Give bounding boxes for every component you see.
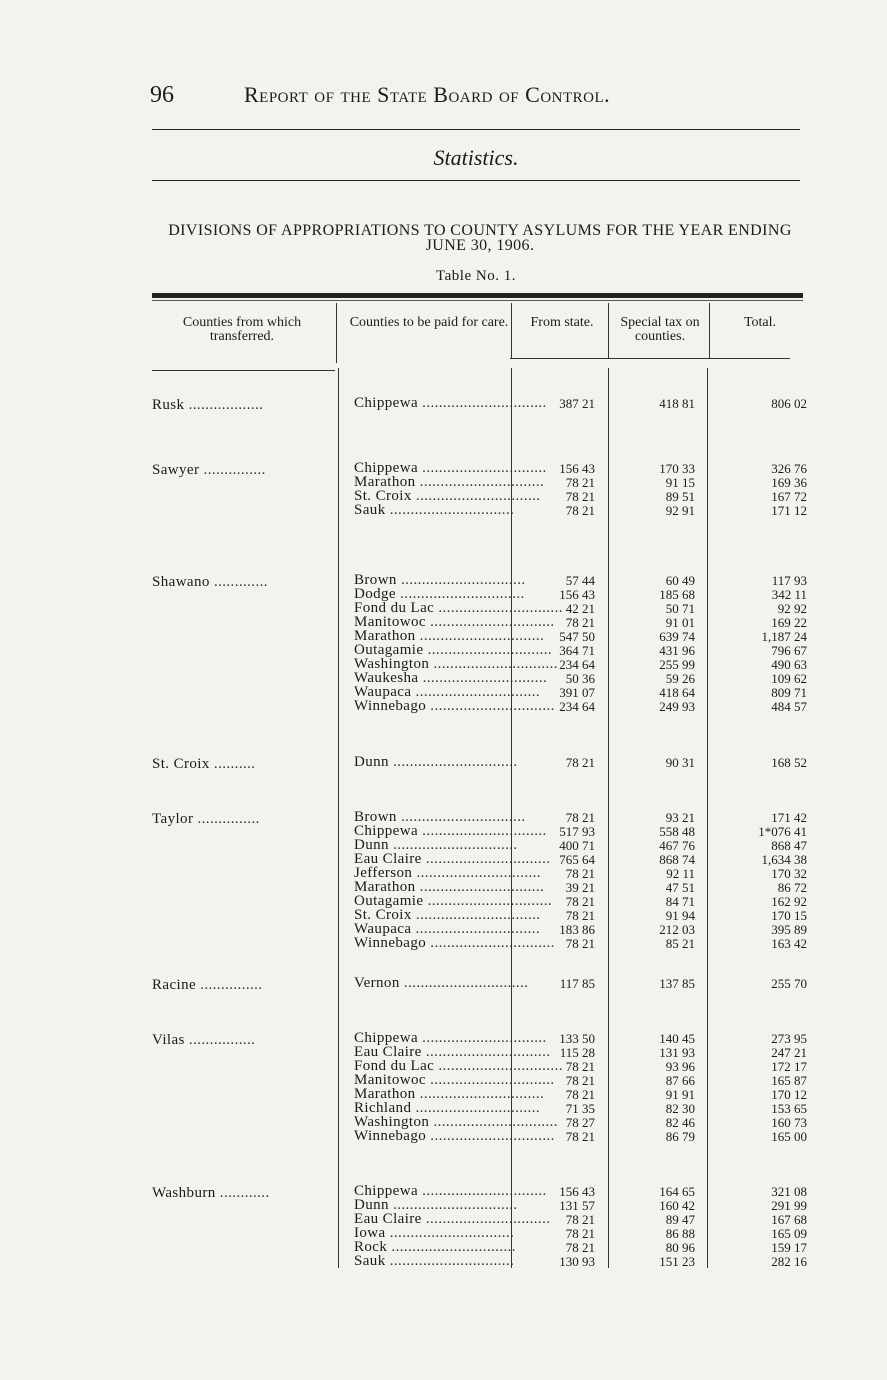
section-title: Statistics. bbox=[433, 145, 519, 170]
county-name: Eau Claire bbox=[354, 851, 422, 867]
table-row-county bbox=[354, 1253, 515, 1269]
from-state-value: 400 71 bbox=[559, 838, 595, 853]
from-state-value: 156 43 bbox=[559, 461, 595, 476]
special-tax-value: 47 51 bbox=[665, 880, 695, 895]
special-tax-value: 82 46 bbox=[665, 1115, 695, 1130]
header-divider bbox=[608, 303, 609, 358]
from-state-value: 234 64 bbox=[559, 699, 595, 714]
from-state-value: 78 21 bbox=[565, 1073, 595, 1088]
from-state-value: 156 43 bbox=[559, 587, 595, 602]
county-name: Fond du Lac bbox=[354, 1058, 435, 1074]
from-state-value: 78 21 bbox=[565, 1129, 595, 1144]
from-state-value: 42 21 bbox=[565, 601, 595, 616]
from-state-value: 78 21 bbox=[565, 936, 595, 951]
total-value: 170 15 bbox=[771, 908, 807, 923]
total-value: 273 95 bbox=[771, 1031, 807, 1046]
county-name: Brown bbox=[354, 572, 397, 588]
table-row-county bbox=[354, 488, 541, 504]
group-from-county: Vilas ................ bbox=[152, 1032, 256, 1048]
table-row-county bbox=[354, 502, 515, 518]
from-state-value: 115 28 bbox=[559, 1045, 595, 1060]
special-tax-value: 131 93 bbox=[659, 1045, 695, 1060]
county-name: Fond du Lac bbox=[354, 600, 435, 616]
special-tax-value: 160 42 bbox=[659, 1198, 695, 1213]
from-state-value: 156 43 bbox=[559, 1184, 595, 1199]
total-value: 153 65 bbox=[771, 1101, 807, 1116]
county-name: Marathon bbox=[354, 1086, 416, 1102]
table-row-county bbox=[354, 921, 541, 937]
from-state-value: 78 21 bbox=[565, 1240, 595, 1255]
county-name: Manitowoc bbox=[354, 1072, 426, 1088]
from-state-value: 39 21 bbox=[565, 880, 595, 895]
from-state-value: 364 71 bbox=[559, 643, 595, 658]
header-bottom-rule bbox=[510, 358, 790, 359]
leader-dots: .............................. bbox=[411, 921, 541, 937]
special-tax-value: 89 51 bbox=[665, 489, 695, 504]
from-state-value: 78 21 bbox=[565, 615, 595, 630]
group-from-county: Washburn ............ bbox=[152, 1185, 270, 1201]
table-row-county bbox=[354, 628, 545, 644]
total-value: 92 92 bbox=[777, 601, 807, 616]
from-state-value: 78 21 bbox=[565, 894, 595, 909]
leader-dots: ............. bbox=[209, 574, 268, 590]
running-title: Report of the State Board of Control. bbox=[244, 82, 611, 107]
leader-dots: .............................. bbox=[429, 1114, 558, 1130]
special-tax-value: 50 71 bbox=[665, 601, 695, 616]
total-value: 169 36 bbox=[771, 475, 807, 490]
county-name: Iowa bbox=[354, 1225, 386, 1241]
total-value: 165 00 bbox=[771, 1129, 807, 1144]
county-name: Chippewa bbox=[354, 1183, 419, 1199]
special-tax-value: 85 21 bbox=[665, 936, 695, 951]
total-value: 868 47 bbox=[771, 838, 807, 853]
table-row-county bbox=[354, 1058, 563, 1074]
table-row-county bbox=[354, 754, 518, 770]
from-state-value: 765 64 bbox=[559, 852, 595, 867]
from-state-value: 78 21 bbox=[565, 810, 595, 825]
county-name: Sauk bbox=[354, 502, 386, 518]
table-top-rule bbox=[152, 293, 803, 298]
leader-dots: ............... bbox=[196, 977, 263, 993]
leader-dots: ............... bbox=[193, 811, 260, 827]
total-value: 796 67 bbox=[771, 643, 807, 658]
special-tax-value: 431 96 bbox=[659, 643, 695, 658]
leader-dots: ................ bbox=[184, 1032, 256, 1048]
county-name: Winnebago bbox=[354, 698, 427, 714]
special-tax-value: 558 48 bbox=[659, 824, 695, 839]
total-value: 171 12 bbox=[771, 503, 807, 518]
from-state-value: 117 85 bbox=[559, 976, 595, 991]
county-name: Dunn bbox=[354, 1197, 389, 1213]
table-row-county bbox=[354, 1100, 541, 1116]
group-from-county: Shawano ............. bbox=[152, 574, 268, 590]
county-name: Washington bbox=[354, 656, 430, 672]
leader-dots: .............................. bbox=[415, 1086, 545, 1102]
table-row-county bbox=[354, 698, 555, 714]
table-row-county bbox=[354, 1044, 551, 1060]
total-value: 1,634 38 bbox=[761, 852, 807, 867]
from-state-value: 78 21 bbox=[565, 1212, 595, 1227]
table-row-county bbox=[354, 851, 551, 867]
table-row-county bbox=[354, 684, 541, 700]
table-row-county bbox=[354, 1211, 551, 1227]
header-divider bbox=[511, 303, 512, 358]
column-divider bbox=[338, 368, 339, 1268]
table-row-county bbox=[354, 572, 526, 588]
county-name: Sauk bbox=[354, 1253, 386, 1269]
from-state-value: 78 21 bbox=[565, 489, 595, 504]
leader-dots: .......... bbox=[209, 756, 256, 772]
county-name: Dodge bbox=[354, 586, 396, 602]
special-tax-value: 137 85 bbox=[659, 976, 695, 991]
leader-dots: .............................. bbox=[388, 754, 518, 770]
leader-dots: .............................. bbox=[418, 670, 548, 686]
leader-dots: .............................. bbox=[425, 1072, 555, 1088]
table-row-county bbox=[354, 975, 529, 991]
county-name: Chippewa bbox=[354, 1030, 419, 1046]
total-value: 165 09 bbox=[771, 1226, 807, 1241]
total-value: 160 73 bbox=[771, 1115, 807, 1130]
from-state-value: 78 21 bbox=[565, 866, 595, 881]
county-name: St. Croix bbox=[354, 907, 412, 923]
table-row-county bbox=[354, 879, 545, 895]
total-value: 255 70 bbox=[771, 976, 807, 991]
leader-dots: .............................. bbox=[412, 865, 541, 881]
leader-dots: .............................. bbox=[385, 1225, 515, 1241]
total-value: 484 57 bbox=[771, 699, 807, 714]
special-tax-value: 249 93 bbox=[659, 699, 695, 714]
from-state-value: 547 50 bbox=[559, 629, 595, 644]
leader-dots: .............................. bbox=[411, 488, 541, 504]
county-name: Chippewa bbox=[354, 395, 419, 411]
leader-dots: .............................. bbox=[396, 572, 526, 588]
header-bottom-rule bbox=[152, 370, 335, 371]
special-tax-value: 418 81 bbox=[659, 396, 695, 411]
county-name: Brown bbox=[354, 809, 397, 825]
table-row-county bbox=[354, 823, 547, 839]
table-row-county bbox=[354, 656, 558, 672]
from-state-value: 78 21 bbox=[565, 475, 595, 490]
county-name: Outagamie bbox=[354, 642, 424, 658]
county-name: Chippewa bbox=[354, 823, 419, 839]
table-row-county bbox=[354, 809, 526, 825]
county-name: Chippewa bbox=[354, 460, 419, 476]
column-divider bbox=[608, 368, 609, 1268]
from-state-value: 78 21 bbox=[565, 1059, 595, 1074]
leader-dots: .............................. bbox=[396, 809, 526, 825]
special-tax-value: 86 88 bbox=[665, 1226, 695, 1241]
from-state-value: 391 07 bbox=[559, 685, 595, 700]
county-name: Marathon bbox=[354, 879, 416, 895]
table-row-county bbox=[354, 1197, 518, 1213]
leader-dots: .............................. bbox=[411, 907, 541, 923]
leader-dots: .............................. bbox=[425, 614, 555, 630]
leader-dots: .............................. bbox=[411, 684, 541, 700]
leader-dots: .............................. bbox=[421, 851, 551, 867]
from-state-value: 78 21 bbox=[565, 1087, 595, 1102]
column-header-from-county: Counties from which transferred. bbox=[182, 315, 302, 344]
special-tax-value: 140 45 bbox=[659, 1031, 695, 1046]
column-header-from-state: From state. bbox=[530, 315, 594, 330]
county-name: Rock bbox=[354, 1239, 388, 1255]
total-value: 326 76 bbox=[771, 461, 807, 476]
county-name: Dunn bbox=[354, 754, 389, 770]
from-state-value: 78 21 bbox=[565, 503, 595, 518]
special-tax-value: 170 33 bbox=[659, 461, 695, 476]
special-tax-value: 418 64 bbox=[659, 685, 695, 700]
table-row-county bbox=[354, 1086, 545, 1102]
special-tax-value: 185 68 bbox=[659, 587, 695, 602]
total-value: 167 72 bbox=[771, 489, 807, 504]
total-value: 117 93 bbox=[771, 573, 807, 588]
table-row-county bbox=[354, 600, 563, 616]
special-tax-value: 84 71 bbox=[665, 894, 695, 909]
leader-dots: .............................. bbox=[434, 600, 563, 616]
group-from-county: Sawyer ............... bbox=[152, 462, 266, 478]
special-tax-value: 59 26 bbox=[665, 671, 695, 686]
leader-dots: .............................. bbox=[396, 586, 525, 602]
table-row-county bbox=[354, 893, 553, 909]
total-value: 159 17 bbox=[771, 1240, 807, 1255]
county-name: Waupaca bbox=[354, 921, 412, 937]
special-tax-value: 91 91 bbox=[665, 1087, 695, 1102]
leader-dots: .............................. bbox=[418, 1183, 547, 1199]
column-header-total: Total. bbox=[743, 315, 777, 330]
leader-dots: .............................. bbox=[423, 642, 553, 658]
page-header bbox=[150, 82, 710, 112]
leader-dots: ............... bbox=[199, 462, 266, 478]
leader-dots: .............................. bbox=[421, 1044, 551, 1060]
special-tax-value: 868 74 bbox=[659, 852, 695, 867]
county-name: Winnebago bbox=[354, 1128, 427, 1144]
special-tax-value: 82 30 bbox=[665, 1101, 695, 1116]
header-divider bbox=[709, 303, 710, 358]
county-name: Waupaca bbox=[354, 684, 412, 700]
table-row-county bbox=[354, 1225, 515, 1241]
leader-dots: .............................. bbox=[426, 1128, 555, 1144]
county-name: Manitowoc bbox=[354, 614, 426, 630]
total-value: 809 71 bbox=[771, 685, 807, 700]
special-tax-value: 89 47 bbox=[665, 1212, 695, 1227]
from-state-value: 71 35 bbox=[565, 1101, 595, 1116]
table-row-county bbox=[354, 1030, 547, 1046]
county-name: Eau Claire bbox=[354, 1044, 422, 1060]
table-row-county bbox=[354, 395, 547, 411]
leader-dots: .............................. bbox=[415, 474, 545, 490]
page-number: 96 bbox=[150, 82, 174, 108]
special-tax-value: 92 11 bbox=[666, 866, 695, 881]
total-value: 247 21 bbox=[771, 1045, 807, 1060]
leader-dots: .................. bbox=[184, 397, 264, 413]
column-header-special-tax: Special tax on counties. bbox=[620, 315, 700, 344]
special-tax-value: 467 76 bbox=[659, 838, 695, 853]
total-value: 171 42 bbox=[771, 810, 807, 825]
table-row-county bbox=[354, 670, 548, 686]
leader-dots: .............................. bbox=[418, 1030, 547, 1046]
total-value: 86 72 bbox=[777, 880, 807, 895]
special-tax-value: 86 79 bbox=[665, 1129, 695, 1144]
from-state-value: 57 44 bbox=[565, 573, 595, 588]
total-value: 165 87 bbox=[771, 1073, 807, 1088]
total-value: 395 89 bbox=[771, 922, 807, 937]
leader-dots: .............................. bbox=[411, 1100, 541, 1116]
special-tax-value: 80 96 bbox=[665, 1240, 695, 1255]
table-row-county bbox=[354, 460, 547, 476]
group-from-county: Taylor ............... bbox=[152, 811, 260, 827]
from-state-value: 133 50 bbox=[559, 1031, 595, 1046]
table-row-county bbox=[354, 837, 518, 853]
total-value: 282 16 bbox=[771, 1254, 807, 1269]
column-header-to-county: Counties to be paid for care. bbox=[349, 315, 509, 330]
special-tax-value: 87 66 bbox=[665, 1073, 695, 1088]
leader-dots: .............................. bbox=[434, 1058, 563, 1074]
table-row-county bbox=[354, 586, 525, 602]
special-tax-value: 255 99 bbox=[659, 657, 695, 672]
special-tax-value: 91 01 bbox=[665, 615, 695, 630]
total-value: 321 08 bbox=[771, 1184, 807, 1199]
county-name: Eau Claire bbox=[354, 1211, 422, 1227]
from-state-value: 131 57 bbox=[559, 1198, 595, 1213]
county-name: Jefferson bbox=[354, 865, 413, 881]
leader-dots: .............................. bbox=[415, 628, 545, 644]
special-tax-value: 212 03 bbox=[659, 922, 695, 937]
leader-dots: .............................. bbox=[429, 656, 558, 672]
county-name: Richland bbox=[354, 1100, 412, 1116]
total-value: 1,187 24 bbox=[761, 629, 807, 644]
table-row-county bbox=[354, 1072, 555, 1088]
column-divider bbox=[707, 368, 708, 1268]
leader-dots: .............................. bbox=[426, 935, 555, 951]
total-value: 490 63 bbox=[771, 657, 807, 672]
table-row-county bbox=[354, 907, 541, 923]
total-value: 162 92 bbox=[771, 894, 807, 909]
from-state-value: 78 21 bbox=[565, 908, 595, 923]
county-name: Washington bbox=[354, 1114, 430, 1130]
total-value: 172 17 bbox=[771, 1059, 807, 1074]
county-name: Marathon bbox=[354, 628, 416, 644]
total-value: 806 02 bbox=[771, 396, 807, 411]
table-top-rule-thin bbox=[152, 300, 803, 301]
from-state-value: 183 86 bbox=[559, 922, 595, 937]
leader-dots: .............................. bbox=[385, 1253, 515, 1269]
table-row-county bbox=[354, 865, 541, 881]
leader-dots: .............................. bbox=[423, 893, 553, 909]
special-tax-value: 90 31 bbox=[665, 755, 695, 770]
special-tax-value: 93 21 bbox=[665, 810, 695, 825]
total-value: 1*076 41 bbox=[758, 824, 807, 839]
total-value: 109 62 bbox=[771, 671, 807, 686]
from-state-value: 387 21 bbox=[559, 396, 595, 411]
from-state-value: 234 64 bbox=[559, 657, 595, 672]
total-value: 168 52 bbox=[771, 755, 807, 770]
table-row-county bbox=[354, 642, 553, 658]
from-state-value: 517 93 bbox=[559, 824, 595, 839]
leader-dots: .............................. bbox=[426, 698, 555, 714]
group-from-county: St. Croix .......... bbox=[152, 756, 256, 772]
county-name: Dunn bbox=[354, 837, 389, 853]
county-name: Marathon bbox=[354, 474, 416, 490]
special-tax-value: 91 94 bbox=[665, 908, 695, 923]
table-row-county bbox=[354, 614, 555, 630]
special-tax-value: 151 23 bbox=[659, 1254, 695, 1269]
leader-dots: .............................. bbox=[418, 460, 547, 476]
section-rule bbox=[152, 180, 800, 181]
leader-dots: .............................. bbox=[418, 395, 547, 411]
total-value: 167 68 bbox=[771, 1212, 807, 1227]
special-tax-value: 60 49 bbox=[665, 573, 695, 588]
total-value: 170 12 bbox=[771, 1087, 807, 1102]
leader-dots: .............................. bbox=[388, 1197, 518, 1213]
leader-dots: .............................. bbox=[387, 1239, 516, 1255]
table-row-county bbox=[354, 1114, 558, 1130]
table-row-county bbox=[354, 1128, 555, 1144]
special-tax-value: 639 74 bbox=[659, 629, 695, 644]
leader-dots: ............ bbox=[215, 1185, 270, 1201]
county-name: Waukesha bbox=[354, 670, 419, 686]
table-row-county bbox=[354, 474, 545, 490]
special-tax-value: 91 15 bbox=[665, 475, 695, 490]
header-divider bbox=[336, 303, 337, 363]
special-tax-value: 93 96 bbox=[665, 1059, 695, 1074]
from-state-value: 78 21 bbox=[565, 755, 595, 770]
leader-dots: .............................. bbox=[399, 975, 529, 991]
header-rule bbox=[152, 129, 800, 130]
county-name: St. Croix bbox=[354, 488, 412, 504]
leader-dots: .............................. bbox=[385, 502, 515, 518]
county-name: Vernon bbox=[354, 975, 400, 991]
table-number: Table No. 1. bbox=[436, 268, 516, 284]
total-value: 291 99 bbox=[771, 1198, 807, 1213]
table-row-county bbox=[354, 1239, 516, 1255]
special-tax-value: 164 65 bbox=[659, 1184, 695, 1199]
county-name: Winnebago bbox=[354, 935, 427, 951]
from-state-value: 78 21 bbox=[565, 1226, 595, 1241]
from-state-value: 50 36 bbox=[565, 671, 595, 686]
total-value: 170 32 bbox=[771, 866, 807, 881]
leader-dots: .............................. bbox=[421, 1211, 551, 1227]
total-value: 342 11 bbox=[771, 587, 807, 602]
group-from-county: Racine ............... bbox=[152, 977, 263, 993]
group-from-county: Rusk .................. bbox=[152, 397, 264, 413]
total-value: 169 22 bbox=[771, 615, 807, 630]
total-value: 163 42 bbox=[771, 936, 807, 951]
table-title: DIVISIONS OF APPROPRIATIONS TO COUNTY ASYLUMS FOR THE YEAR ENDING JUNE 30, 1906. bbox=[168, 222, 792, 254]
from-state-value: 130 93 bbox=[559, 1254, 595, 1269]
special-tax-value: 92 91 bbox=[665, 503, 695, 518]
from-state-value: 78 27 bbox=[565, 1115, 595, 1130]
leader-dots: .............................. bbox=[388, 837, 518, 853]
leader-dots: .............................. bbox=[418, 823, 547, 839]
county-name: Outagamie bbox=[354, 893, 424, 909]
leader-dots: .............................. bbox=[415, 879, 545, 895]
table-row-county bbox=[354, 935, 555, 951]
table-row-county bbox=[354, 1183, 547, 1199]
